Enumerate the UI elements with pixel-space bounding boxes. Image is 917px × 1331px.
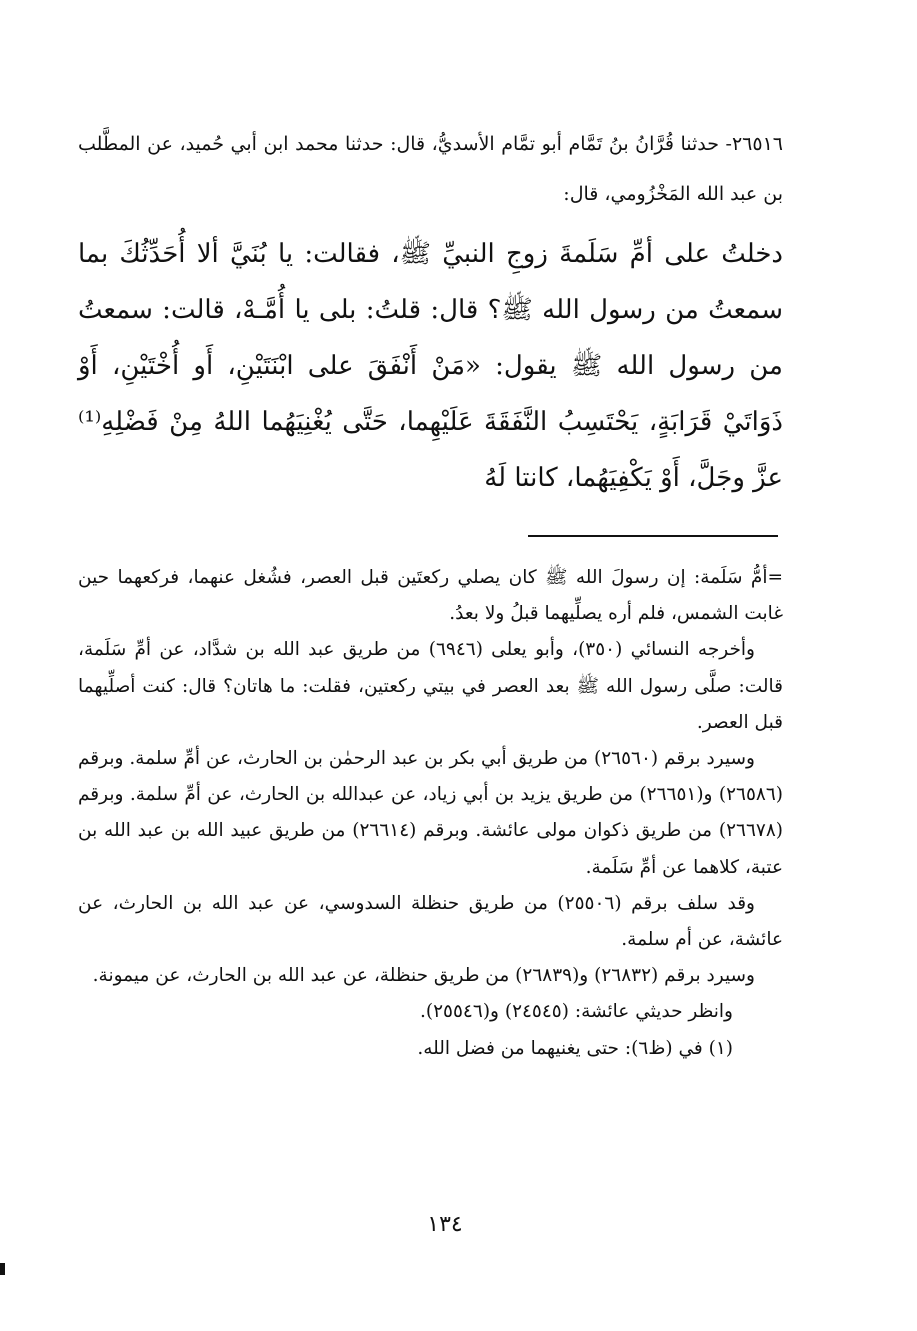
footnote-divider [528,535,778,537]
footnote-continuation: =أمُّ سَلَمة: إن رسولَ الله ﷺ كان يصلي ركعتَين قبل العصر، فشُغل عنهما، فركعهما حين غابت الشمس، فلم أره يصلِّيهما قبلُ ولا بعدُ. [78,567,783,625]
scan-edge-mark [0,1263,5,1275]
footnote-paragraph: وسيرد برقم (٢٦٥٦٠) من طريق أبي بكر بن عبد الرحمٰن بن الحارث، عن أمِّ سلمة. وبرقم (٢٦٥٨٦) و(٢٦٦٥١) من طريق يزيد بن أبي زياد، عن عبدالله بن الحارث، عن أمِّ سلمة. وبرقم (٢٦٦٧٨) من طريق ذكوان مولى عائشة. وبرقم (٢٦٦١٤) من طريق عبيد الله بن عبد الله بن عتبة، كلاهما عن أمِّ سَلَمة. [78,748,783,878]
hadith-isnad: ٢٦٥١٦- حدثنا قُرَّانُ بنُ تَمَّام أبو تمَّام الأسديُّ، قال: حدثنا محمد ابن أبي حُميد، عن المطَّلب بن عبد الله المَخْزُومي، قال: [78,133,783,205]
footnote-paragraph: وانظر حديثي عائشة: (٢٤٥٤٥) و(٢٥٥٤٦). [420,1001,733,1023]
page-number: ١٣٤ [427,1212,463,1237]
footnote-paragraph: وقد سلف برقم (٢٥٥٠٦) من طريق حنظلة السدوسي، عن عبد الله بن الحارث، عن عائشة، عن أم سلمة. [78,892,783,951]
footnote-paragraph: وسيرد برقم (٢٦٨٣٢) و(٢٦٨٣٩) من طريق حنظلة، عن عبد الله بن الحارث، عن ميمونة. [92,965,755,987]
footnotes [78,560,783,1067]
hadith-matn: دخلتُ على أمِّ سَلَمةَ زوجِ النبيِّ ﷺ، فقالت: يا بُنَيَّ ألا أُحَدِّثُكَ بما سمعتُ من رسول الله ﷺ؟ قال: قلتُ: بلى يا أُمَّـهْ، قالت: سمعتُ من رسول الله ﷺ يقول: «مَنْ أَنْفَقَ على ابْنَتَيْنِ، أَو أُخْتَيْنِ، أَوْ ذَوَاتَيْ قَرَابَةٍ، يَحْتَسِبُ النَّفَقَةَ عَلَيْهِما، حَتَّى يُغْنِيَهُما اللهُ مِنْ فَضْلِهِ⁽¹⁾ عزَّ وجَلَّ، أَوْ يَكْفِيَهُما، كانتا لَهُ [78,239,783,493]
footnote-paragraph: وأخرجه النسائي (٣٥٠)، وأبو يعلى (٦٩٤٦) من طريق عبد الله بن شدَّاد، عن أمِّ سَلَمة، قالت: صلَّى رسول الله ﷺ بعد العصر في بيتي ركعتين، فقلت: ما هاتان؟ قال: كنت أصلِّيهما قبل العصر. [78,639,783,733]
footnote-1: (١) في (ظ٦): حتى يغنيهما من فضل الله. [417,1037,733,1059]
